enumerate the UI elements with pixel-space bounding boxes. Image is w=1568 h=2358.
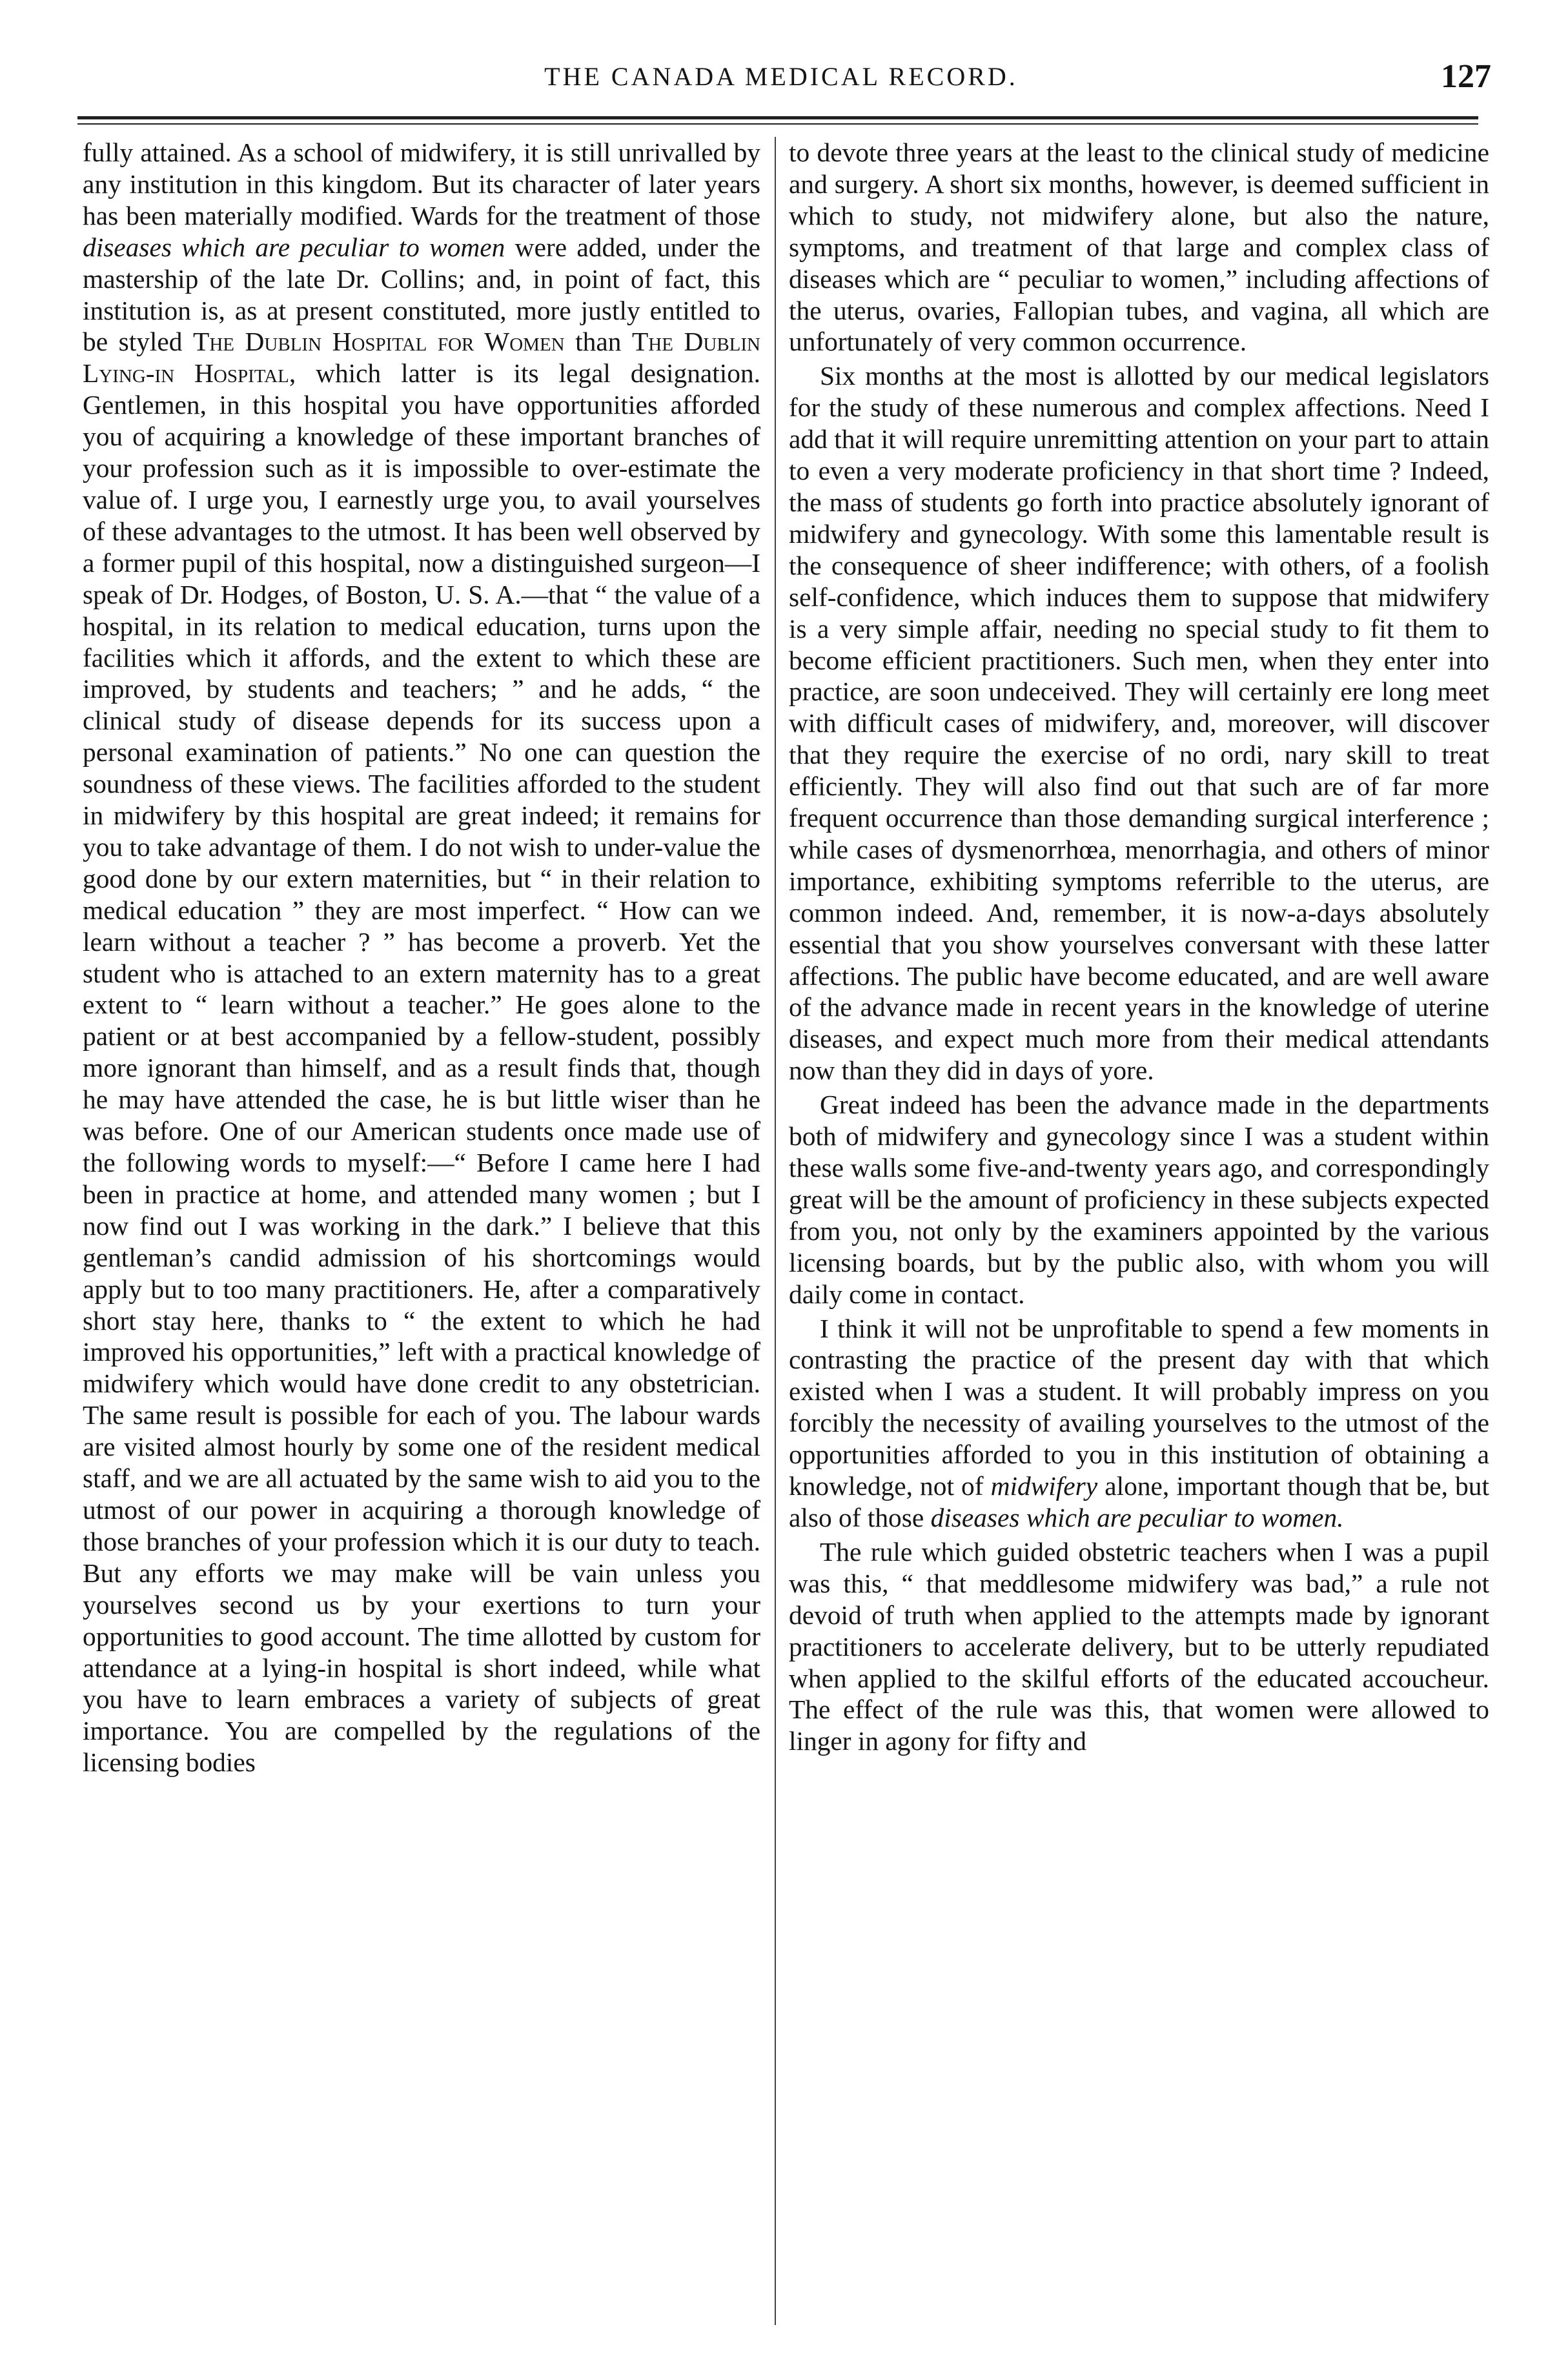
small-caps-name: The Dublin Lying-in Hospital: [83, 327, 760, 389]
header-rule: [77, 116, 1478, 119]
paragraph: to devote three years at the least to the clinical study of medicine and surgery. A short six months, however, is deemed sufficient in which to study, not midwifery alone, but also the nature, symptoms, and treatment of that large and complex class of diseases which are “ peculiar to women,” including affections of the uterus, ovaries, Fallopian tubes, and vagina, all which are unfortunately of very common occurrence.: [789, 137, 1489, 357]
italic-phrase: diseases which are peculiar to women.: [930, 1502, 1344, 1532]
paragraph: fully attained. As a school of midwifery, it is still unrivalled by any institution in this kingdom. But its character of later years has been materially modified. Wards for the treatment of those diseases which are peculiar to women were added, under the mastership of the late Dr. Collins; and, in point of fact, this institution is, as at present constituted, more justly entitled to be styled The Dublin Hospital for Women than The Dublin Lying-in Hospital, which latter is its legal designation. Gentlemen, in this hospital you have opportunities afforded you of acquiring a knowledge of these important branches of your profession such as it is impossible to over-estimate the value of. I urge you, I earnestly urge you, to avail yourselves of these advantages to the utmost. It has been well observed by a former pupil of this hospital, now a distinguished surgeon—I speak of Dr. Hodges, of Boston, U. S. A.—that “ the value of a hospital, in its relation to medical education, turns upon the facilities which it affords, and the extent to which these are improved, by students and teachers; ” and he adds, “ the clinical study of disease depends for its success upon a personal examination of patients.” No one can question the soundness of these views. The facilities afforded to the student in midwifery by this hospital are great indeed; it remains for you to take advantage of them. I do not wish to under-value the good done by our extern maternities, but “ in their relation to medical education ” they are most imperfect. “ How can we learn without a teacher ? ” has become a proverb. Yet the student who is attached to an extern maternity has to a great extent to “ learn without a teacher.” He goes alone to the patient or at best accompanied by a fellow-student, possibly more ignorant than himself, and as a result finds that, though he may have attended the case, he is but little wiser than he was before. One of our American students once made use of the following words to myself:—“ Before I came here I had been in practice at home, and attended many women ; but I now find out I was working in the dark.” I believe that this gentleman’s candid admission of his shortcomings would apply but to too many practitioners. He, after a comparatively short stay here, thanks to “ the extent to which he had improved his opportunities,” left with a practical knowledge of midwifery which would have done credit to any obstetrician. The same result is possible for each of you. The labour wards are visited almost hourly by some one of the resident medical staff, and we are all actuated by the same wish to aid you to the utmost of our power in acquiring a thorough knowledge of those branches of your profession which it is our duty to teach. But any efforts we may make will be vain unless you yourselves second us by your exertions to turn your opportunities to good account. The time allotted by custom for attendance at a lying-in hospital is short indeed, while what you have to learn embraces a variety of subjects of great importance. You are compelled by the regulations of the licensing bodies: [83, 137, 760, 1778]
paragraph: The rule which guided obstetric teachers when I was a pupil was this, “ that meddlesome midwifery was bad,” a rule not devoid of truth when applied to the attempts made by ignorant practitioners to accelerate delivery, but to be utterly repudiated when applied to the skilful efforts of the educated accoucheur. The effect of the rule was this, that women were allowed to linger in agony for fifty and: [789, 1536, 1489, 1756]
page-header: [71, 58, 1491, 107]
journal-title: THE CANADA MEDICAL RECORD.: [544, 62, 1018, 91]
page-number: 127: [1441, 58, 1491, 95]
header-rule-thin: [77, 123, 1478, 125]
column-divider: [775, 137, 776, 2325]
paragraph: Six months at the most is allotted by our medical legislators for the study of these numerous and complex affections. Need I add that it will require unremitting attention on your part to attain to even a very moderate proficiency in that short time ? Indeed, the mass of students go forth into practice absolutely ignorant of midwifery and gynecology. With some this lamentable result is the consequence of sheer indifference; with others, of a foolish self-confidence, which induces them to suppose that midwifery is a very simple affair, needing no special study to fit them to become efficient practitioners. Such men, when they enter into practice, are soon undeceived. They will certainly ere long meet with difficult cases of midwifery, and, moreover, will discover that they require the exercise of no ordi, nary skill to treat efficiently. They will also find out that such are of far more frequent occurrence than those demanding surgical interference ; while cases of dysmenorrhœa, menorrhagia, and others of minor importance, exhibiting symptoms referrible to the uterus, are common indeed. And, remember, it is now-a-days absolutely essential that you show yourselves conversant with these latter affections. The public have become educated, and are well aware of the advance made in recent years in the knowledge of uterine diseases, and expect much more from their medical attendants now than they did in days of yore.: [789, 361, 1489, 1086]
right-column: [789, 137, 1489, 2325]
italic-phrase: midwifery: [990, 1471, 1098, 1501]
small-caps-name: The Dublin Hospital for Women: [193, 327, 565, 357]
italic-phrase: diseases which are peculiar to women: [83, 232, 505, 262]
left-column: [83, 137, 760, 2325]
paragraph: Great indeed has been the advance made in the departments both of midwifery and gynecology since I was a student within these walls some five-and-twenty years ago, and correspondingly great will be the amount of proficiency in these subjects expected from you, not only by the examiners appointed by the various licensing boards, but by the public also, with whom you will daily come in contact.: [789, 1090, 1489, 1309]
paragraph: I think it will not be unprofitable to spend a few moments in contrasting the practice of the present day with that which existed when I was a student. It will probably impress on you forcibly the necessity of availing yourselves to the utmost of the opportunities afforded to you in this institution of obtaining a knowledge, not of midwifery alone, important though that be, but also of those diseases which are peculiar to women.: [789, 1313, 1489, 1532]
